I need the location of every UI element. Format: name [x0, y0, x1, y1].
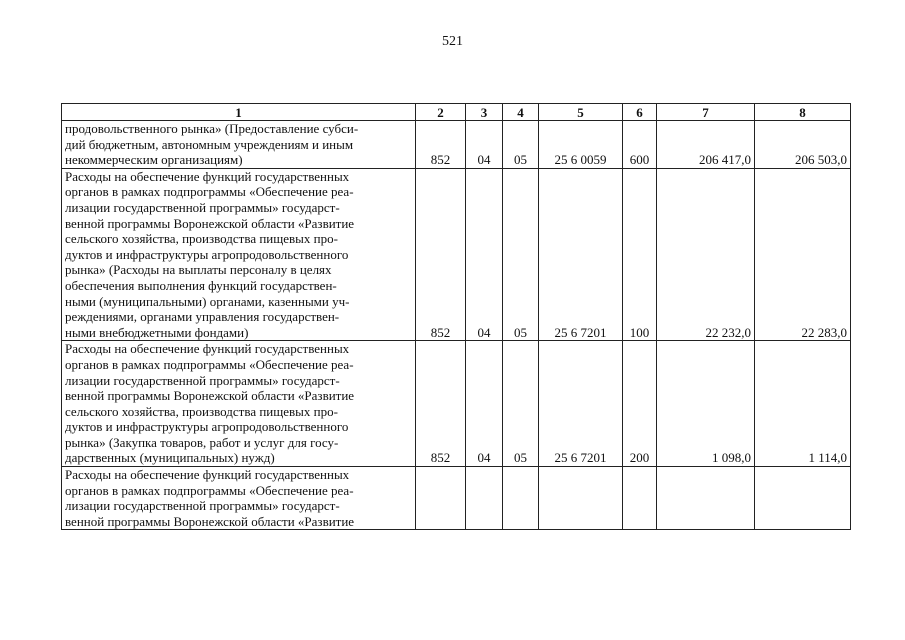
description-line: Расходы на обеспечение функций государственных	[65, 168, 350, 184]
description-cell	[62, 121, 416, 169]
description-line: сельского хозяйства, производства пищевых про-	[65, 231, 338, 247]
table-row	[62, 467, 851, 530]
amount-col8-cell: 206 503,0	[755, 121, 851, 169]
target-article-cell: 25 6 0059	[539, 121, 623, 169]
section-cell	[466, 467, 503, 530]
table-row	[62, 121, 851, 169]
description-line: дуктов и инфраструктуры агропродовольственного	[65, 246, 349, 262]
subsection-cell	[503, 467, 539, 530]
budget-table	[61, 103, 851, 530]
header-cell-1: 1	[62, 104, 416, 121]
description-cell	[62, 467, 416, 530]
description-line: дий бюджетным, автономным учреждениям и иным	[65, 136, 354, 152]
description-line: дуктов и инфраструктуры агропродовольственного	[65, 419, 349, 435]
header-row	[62, 104, 851, 121]
admin-code-cell: 852	[416, 168, 466, 341]
admin-code-cell: 852	[416, 121, 466, 169]
page-number: 521	[442, 34, 463, 49]
section-cell: 04	[466, 341, 503, 467]
amount-col8-cell: 1 114,0	[755, 341, 851, 467]
description-line: ными внебюджетными фондами)	[65, 324, 249, 340]
expense-type-cell: 600	[623, 121, 657, 169]
amount-col7-cell	[657, 467, 755, 530]
description-line: органов в рамках подпрограммы «Обеспечение реа-	[65, 184, 354, 200]
expense-type-cell: 200	[623, 341, 657, 467]
header-cell-4: 4	[503, 104, 539, 121]
description-line: венной программы Воронежской области «Развитие	[65, 513, 355, 529]
header-cell-8: 8	[755, 104, 851, 121]
description-line: сельского хозяйства, производства пищевых про-	[65, 403, 338, 419]
description-line: лизации государственной программы» государст-	[65, 372, 340, 388]
description-line: продовольственного рынка» (Предоставление субси-	[65, 121, 359, 136]
header-cell-6: 6	[623, 104, 657, 121]
expense-type-cell	[623, 467, 657, 530]
admin-code-cell	[416, 467, 466, 530]
expense-type-cell: 100	[623, 168, 657, 341]
description-line: органов в рамках подпрограммы «Обеспечение реа-	[65, 356, 354, 372]
amount-col8-cell	[755, 467, 851, 530]
description-line: ными (муниципальными) органами, казенными уч-	[65, 293, 350, 309]
description-line: реждениями, органами управления государствен-	[65, 309, 340, 325]
amount-col8-cell: 22 283,0	[755, 168, 851, 341]
description-line: органов в рамках подпрограммы «Обеспечение реа-	[65, 482, 354, 498]
description-line: Расходы на обеспечение функций государственных	[65, 341, 350, 357]
target-article-cell: 25 6 7201	[539, 168, 623, 341]
header-cell-3: 3	[466, 104, 503, 121]
description-line: рынка» (Закупка товаров, работ и услуг для госу-	[65, 434, 339, 450]
description-line: венной программы Воронежской области «Развитие	[65, 215, 355, 231]
subsection-cell: 05	[503, 121, 539, 169]
description-line: венной программы Воронежской области «Развитие	[65, 388, 355, 404]
description-line: лизации государственной программы» государст-	[65, 498, 340, 514]
description-line: обеспечения выполнения функций государствен-	[65, 277, 337, 293]
target-article-cell: 25 6 7201	[539, 341, 623, 467]
description-line: дарственных (муниципальных) нужд)	[65, 450, 275, 466]
description-cell	[62, 341, 416, 467]
target-article-cell	[539, 467, 623, 530]
amount-col7-cell: 1 098,0	[657, 341, 755, 467]
description-line: некоммерческим организациям)	[65, 152, 243, 168]
amount-col7-cell: 206 417,0	[657, 121, 755, 169]
admin-code-cell: 852	[416, 341, 466, 467]
section-cell: 04	[466, 121, 503, 169]
description-line: рынка» (Расходы на выплаты персоналу в целях	[65, 262, 332, 278]
amount-col7-cell: 22 232,0	[657, 168, 755, 341]
description-line: лизации государственной программы» государст-	[65, 199, 340, 215]
header-cell-7: 7	[657, 104, 755, 121]
header-cell-2: 2	[416, 104, 466, 121]
description-line: Расходы на обеспечение функций государственных	[65, 467, 350, 483]
subsection-cell: 05	[503, 341, 539, 467]
section-cell: 04	[466, 168, 503, 341]
subsection-cell: 05	[503, 168, 539, 341]
header-cell-5: 5	[539, 104, 623, 121]
description-cell	[62, 168, 416, 341]
table-row	[62, 341, 851, 467]
table-row	[62, 168, 851, 341]
